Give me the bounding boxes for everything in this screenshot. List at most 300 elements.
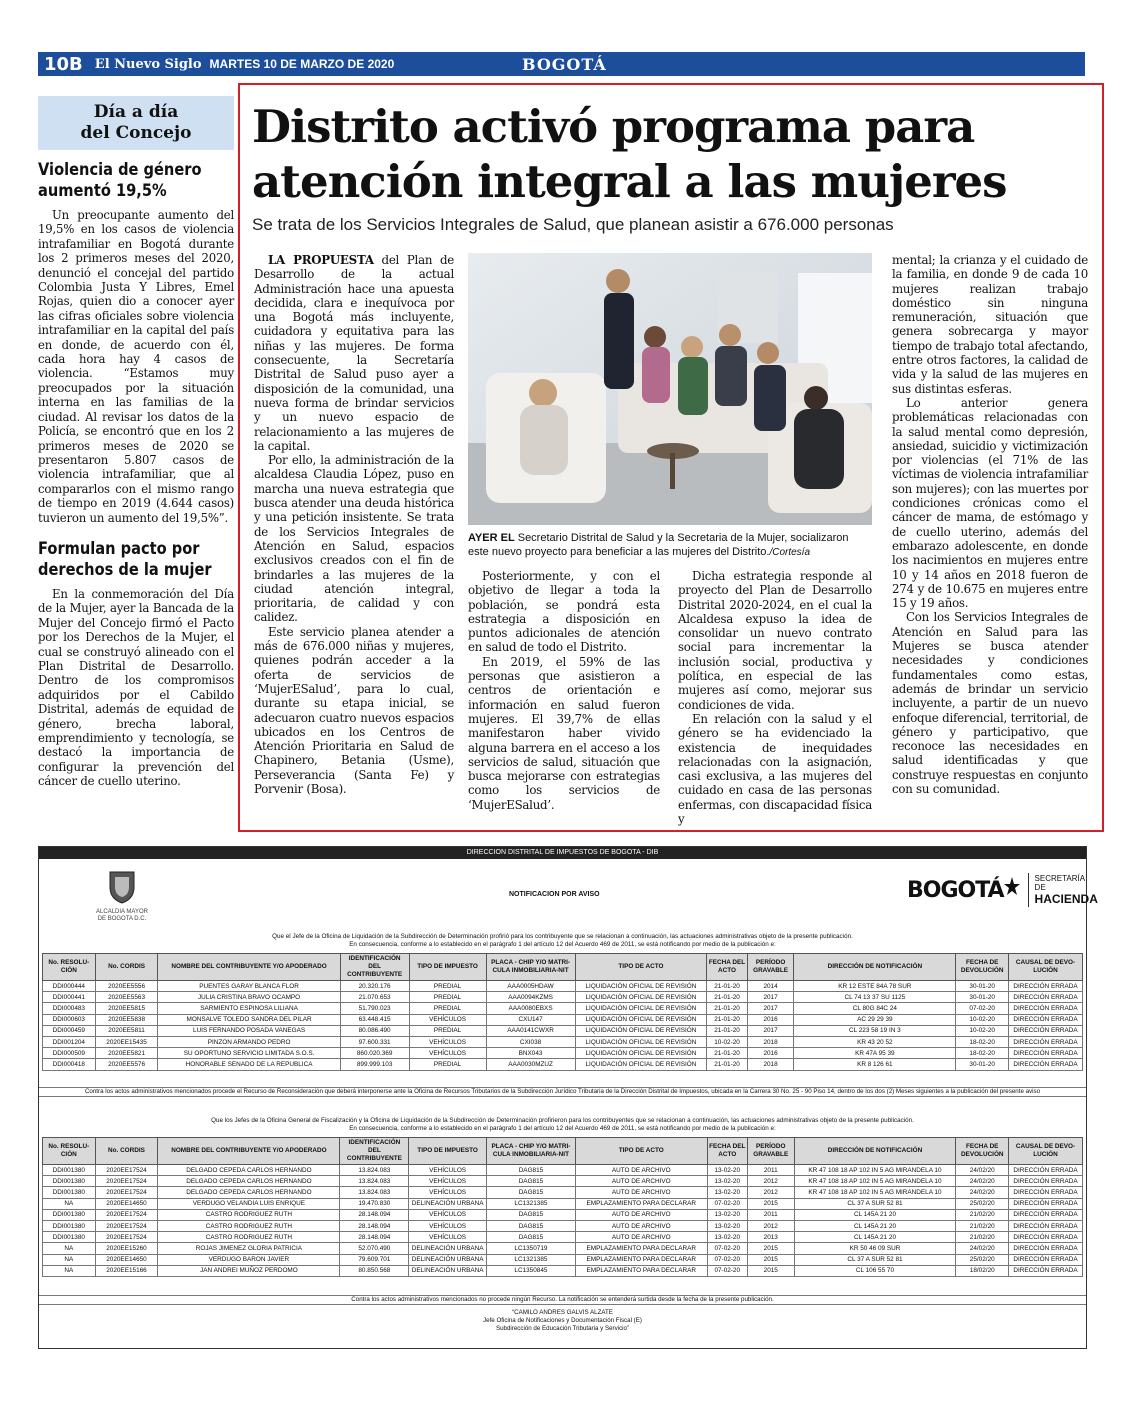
bogota-hacienda-logo [907, 873, 1098, 907]
table-row [43, 1232, 1083, 1243]
crest-text-2: DE BOGOTA D.C. [97, 916, 147, 922]
table-header-cell: NOMBRE DEL CONTRIBUYENTE Y/O APODERADO [158, 954, 340, 981]
table-cell: DAG815 [486, 1209, 575, 1220]
table-cell: LIQUIDACIÓN OFICIAL DE REVISIÓN [575, 1014, 707, 1025]
table-cell: LUIS FERNANDO POSADA VANEGAS [158, 1025, 340, 1036]
table-cell: 2020EE17524 [95, 1187, 158, 1198]
table-cell: AUTO DE ARCHIVO [575, 1232, 707, 1243]
table-cell: DAG815 [486, 1187, 575, 1198]
photo-caption [468, 531, 872, 560]
table-cell: 13-02-20 [707, 1209, 747, 1220]
table-cell: DIRECCIÓN ERRADA [1009, 1187, 1083, 1198]
article-col3-p2: En relación con la salud y el género se ha evidenciado la existencia de inequidades relacionadas con la asignación, casi exclusiva, a las mujeres del cuidado en casa de las personas enfermas, con discapacidad física y [678, 711, 872, 827]
table-cell: CL 106 55 70 [794, 1265, 956, 1276]
table-row [43, 1198, 1083, 1209]
table-cell: CL 37 A SUR 52 81 [794, 1198, 956, 1209]
table-header-cell: FECHA DEL ACTO [707, 954, 748, 981]
article-col3-p1: Dicha estrategia responde al proyecto del Plan de Desarrollo Distrital 2020-2024, en el cual la Alcaldesa expuso la idea de consolidar un nuevo contrato social para incrementar la inclusión social, productiva y política, en especial de las mujeres así como, mejorar sus condiciones de vida. [678, 569, 872, 712]
table-header-cell: TIPO DE IMPUESTO [409, 1138, 487, 1165]
table-cell: SARMIENTO ESPINOSA LILIANA [158, 1003, 340, 1014]
table-cell: DDI000441 [43, 992, 96, 1003]
table-row [43, 1209, 1083, 1220]
table-cell: 10-02-20 [956, 1014, 1009, 1025]
sidebar-box-title-1: Día a día [93, 102, 179, 122]
table-cell: DIRECCIÓN ERRADA [1009, 1254, 1083, 1265]
table-cell: 21-01-20 [707, 1003, 748, 1014]
coat-of-arms-icon [107, 869, 137, 905]
notice-intro-2 [39, 1117, 1086, 1133]
table-cell: DIRECCIÓN ERRADA [1009, 1036, 1083, 1047]
notice-footnote-2: Contra los actos administrativos mencionados no procede ningún Recurso. La notificación se entenderá surtida desde la fecha de la presente publicación. [39, 1295, 1086, 1305]
table-cell: AAA0080EBXS [486, 1003, 575, 1014]
table-cell: 51.790.023 [340, 1003, 409, 1014]
main-article [238, 83, 1104, 832]
table-cell: 2015 [747, 1198, 794, 1209]
table-cell: 21-01-20 [707, 1014, 748, 1025]
table-cell: KR 8 126 61 [794, 1059, 956, 1070]
table-cell: CL 37 A SUR 52 81 [794, 1254, 956, 1265]
table-cell: PREDIAL [409, 1003, 486, 1014]
table-header-cell: No. RESOLU-CIÓN [43, 954, 96, 981]
table-cell: 2015 [747, 1254, 794, 1265]
table-header-cell: FECHA DE DEVOLUCIÓN [956, 1138, 1009, 1165]
table-cell: 2020EE17524 [95, 1176, 158, 1187]
table-cell: LC1350845 [486, 1265, 575, 1276]
table-header-cell: No. CORDIS [95, 1138, 158, 1165]
table-cell: AAA0141CWXR [486, 1025, 575, 1036]
table-cell: VEHÍCULOS [409, 1165, 487, 1176]
table-cell: DIRECCIÓN ERRADA [1009, 1048, 1083, 1059]
table-cell: DIRECCIÓN ERRADA [1009, 1003, 1083, 1014]
table-cell: DELINEACIÓN URBANA [409, 1198, 487, 1209]
table-cell: DDI001380 [43, 1176, 96, 1187]
table-cell: 07-02-20 [707, 1198, 747, 1209]
article-col2-p1: Posteriormente, y con el objetivo de llegar a toda la población, se pondrá esta estrategia a disposición en puntos adicionales de atención en salud de todo el Distrito. [468, 569, 660, 655]
table-cell: 21/02/20 [956, 1209, 1009, 1220]
table-cell: 79.609.701 [340, 1254, 409, 1265]
table-cell: 2020EE15435 [95, 1036, 158, 1047]
table-cell: MONSALVE TOLEDO SANDRA DEL PILAR [158, 1014, 340, 1025]
table-cell: VEHÍCULOS [409, 1048, 486, 1059]
table-cell: 2020EE17524 [95, 1232, 158, 1243]
table-cell: DIRECCIÓN ERRADA [1009, 992, 1083, 1003]
table-cell: 13.824.083 [340, 1187, 409, 1198]
table-cell: VERDUGO VELANDIA LUIS ENRIQUE [158, 1198, 340, 1209]
table-cell: 21/02/20 [956, 1220, 1009, 1231]
table-cell: DDI001204 [43, 1036, 96, 1047]
table-cell: JAN ANDREI MUÑOZ PERDOMO [158, 1265, 340, 1276]
table-cell: LC1350719 [486, 1243, 575, 1254]
table-cell: KR 47 108 18 AP 102 IN 5 AG MIRANDELA 10 [794, 1165, 956, 1176]
table-row [43, 1036, 1083, 1047]
sidebar-story2-title: Formulan pacto por derechos de la mujer [38, 538, 212, 580]
table-cell: AAA0030MZUZ [486, 1059, 575, 1070]
table-cell: 30-01-20 [956, 992, 1009, 1003]
notice-signature [39, 1309, 1086, 1333]
table-cell: AUTO DE ARCHIVO [575, 1209, 707, 1220]
table-cell: 13-02-20 [707, 1165, 747, 1176]
table-row [43, 1014, 1083, 1025]
table-cell: LIQUIDACIÓN OFICIAL DE REVISIÓN [575, 1036, 707, 1047]
table-cell: 10-02-20 [956, 1025, 1009, 1036]
table-cell: 2020EE5838 [95, 1014, 158, 1025]
table-cell: 2020EE14650 [95, 1254, 158, 1265]
table-cell: 2016 [747, 1014, 794, 1025]
signature-office: Subdirección de Educación Tributaria y Servicio” [495, 1325, 630, 1332]
table-cell: ROJAS JIMENEZ GLORIA PATRICIA [158, 1243, 340, 1254]
table-row [43, 1187, 1083, 1198]
logo-divider [1028, 873, 1029, 907]
table-cell: DDI001380 [43, 1209, 96, 1220]
table-cell: BNX043 [486, 1048, 575, 1059]
notice-table-2 [42, 1137, 1083, 1277]
table-cell: DELGADO CEPEDA CARLOS HERNANDO [158, 1176, 340, 1187]
table-cell: CL 145A 21 20 [794, 1209, 956, 1220]
table-cell: DELGADO CEPEDA CARLOS HERNANDO [158, 1187, 340, 1198]
table-cell: DDI001380 [43, 1220, 96, 1231]
table-cell: PREDIAL [409, 1059, 486, 1070]
table-cell: 2012 [747, 1187, 794, 1198]
table-cell: 2020EE17524 [95, 1220, 158, 1231]
table-cell: LIQUIDACIÓN OFICIAL DE REVISIÓN [575, 1025, 707, 1036]
sidebar-box [38, 96, 234, 150]
article-headline: Distrito activó programa para atención integral a las mujeres [252, 100, 1007, 208]
table-cell: DDI000444 [43, 981, 96, 992]
notice-intro-1 [39, 933, 1086, 949]
table-cell: LIQUIDACIÓN OFICIAL DE REVISIÓN [575, 992, 707, 1003]
table-cell: PINZON ARMANDO PEDRO [158, 1036, 340, 1047]
table-cell: LIQUIDACIÓN OFICIAL DE REVISIÓN [575, 981, 707, 992]
table-cell: 80.850.568 [340, 1265, 409, 1276]
article-col1-p1: del Plan de Desarrollo de la actual Administración hace una apuesta decidida, clara e inequívoca por una Bogotá más incluyente, cuidadora y equitativa para las niñas y las mujeres. De forma consecuente, la Secretaría Distrital de Salud puso ayer a disposición de la comunidad, una nueva forma de brindar servicios y un nuevo espacio de relacionamiento a las mujeres de la capital. [254, 253, 455, 453]
crest-text-1: ALCALDIA MAYOR [96, 909, 148, 915]
table-cell: 860.020.369 [340, 1048, 409, 1059]
table-cell: DIRECCIÓN ERRADA [1009, 1059, 1083, 1070]
table-cell: 2017 [747, 1003, 794, 1014]
table-cell: DIRECCIÓN ERRADA [1009, 1025, 1083, 1036]
table-header-cell: No. RESOLU-CIÓN [43, 1138, 96, 1165]
table-cell: DELGADO CEPEDA CARLOS HERNANDO [158, 1165, 340, 1176]
table-row [43, 1003, 1083, 1014]
table-cell: 30-01-20 [956, 1059, 1009, 1070]
table-cell: LIQUIDACIÓN OFICIAL DE REVISIÓN [575, 1048, 707, 1059]
table-row [43, 1243, 1083, 1254]
table-cell: 2011 [747, 1165, 794, 1176]
issue-date: MARTES 10 DE MARZO DE 2020 [209, 57, 395, 71]
table-header-cell: CAUSAL DE DEVO-LUCIÓN [1009, 1138, 1083, 1165]
table-cell: 2020EE15166 [95, 1265, 158, 1276]
table-cell: 2015 [747, 1243, 794, 1254]
table-cell: SU OPORTUNO SERVICIO LIMITADA S.O.S. [158, 1048, 340, 1059]
logo-sec-2: HACIENDA [1034, 892, 1098, 906]
table-cell: NA [43, 1243, 96, 1254]
table-cell: 21.070.653 [340, 992, 409, 1003]
table-cell: 63.448.415 [340, 1014, 409, 1025]
table-header-cell: PLACA - CHIP Y/O MATRI-CULA INMOBILIARIA-NIT [486, 1138, 575, 1165]
table-cell: 2018 [747, 1059, 794, 1070]
table-row [43, 1048, 1083, 1059]
table-cell: 2020EE5576 [95, 1059, 158, 1070]
table-row [43, 1254, 1083, 1265]
notice-banner: DIRECCION DISTRITAL DE IMPUESTOS DE BOGOTA - DIB [39, 847, 1086, 859]
table-header-cell: PLACA - CHIP Y/O MATRI-CULA INMOBILIARIA-NIT [486, 954, 575, 981]
table-cell: VEHÍCULOS [409, 1187, 487, 1198]
table-cell: 2020EE14650 [95, 1198, 158, 1209]
table-cell: 13-02-20 [707, 1232, 747, 1243]
table-cell: 21-01-20 [707, 1025, 748, 1036]
meeting-room-photo [468, 253, 872, 525]
table-row [43, 1165, 1083, 1176]
table-cell: 2020EE5556 [95, 981, 158, 992]
table-cell: 2014 [747, 981, 794, 992]
table-cell: DDI000459 [43, 1025, 96, 1036]
article-col4-p3: Con los Servicios Integrales de Atención en Salud para las Mujeres se busca atender necesidades y condiciones fundamentales como estas, además de brindar un servicio incluyente, a partir de un nuevo enfoque diferencial, territorial, de género y participativo, que reconoce las necesidades en salud identificadas y que construye respuestas en conjunto con su comunidad. [892, 610, 1088, 796]
table-cell: 24/02/20 [956, 1243, 1009, 1254]
table-cell: 13.824.083 [340, 1176, 409, 1187]
table-cell: JULIA CRISTINA BRAVO OCAMPO [158, 992, 340, 1003]
article-col4-p1: mental; la crianza y el cuidado de la familia, en donde 9 de cada 10 mujeres realizan trabajo doméstico sin ninguna remuneración, situación que genera sobrecarga y mayor tiempo de trabajo total afectando, entre otros factores, la calidad de vida y la salud de las mujeres en sus distintas esferas. [892, 253, 1088, 396]
table-cell: 21-01-20 [707, 1059, 748, 1070]
table-cell: DDI001380 [43, 1187, 96, 1198]
logo-word: BOGOTÁ [907, 877, 1004, 903]
table-cell: CL 80G 84C 24 [794, 1003, 956, 1014]
table-cell: PREDIAL [409, 992, 486, 1003]
table-cell: 2020EE15260 [95, 1243, 158, 1254]
table-cell: 21-01-20 [707, 992, 748, 1003]
table-cell: AAA0005HDAW [486, 981, 575, 992]
table-header-cell: FECHA DEL ACTO [707, 1138, 747, 1165]
table-header-cell: CAUSAL DE DEVO-LUCIÓN [1009, 954, 1083, 981]
table-cell: 21/02/20 [956, 1232, 1009, 1243]
table-cell: 10-02-20 [707, 1036, 748, 1047]
table-cell: DIRECCIÓN ERRADA [1009, 1014, 1083, 1025]
notice-title: NOTIFICACION POR AVISO [509, 891, 600, 898]
table-cell: KR 43 20 52 [794, 1036, 956, 1047]
table-cell: 2020EE17524 [95, 1165, 158, 1176]
table-cell: LC1321385 [486, 1254, 575, 1265]
table-cell: 52.070.490 [340, 1243, 409, 1254]
sidebar-story1-title: Violencia de género aumentó 19,5% [38, 160, 202, 201]
table-cell: LIQUIDACIÓN OFICIAL DE REVISIÓN [575, 1003, 707, 1014]
table-header-cell: IDENTIFICACIÓN DEL CONTRIBUYENTE [340, 954, 409, 981]
table-cell: CASTRO RODRIGUEZ RUTH [158, 1209, 340, 1220]
table-cell: 2016 [747, 1048, 794, 1059]
table-cell: 2017 [747, 1025, 794, 1036]
table-cell: 07-02-20 [707, 1243, 747, 1254]
table-cell: DAG815 [486, 1176, 575, 1187]
table-cell: 07-02-20 [707, 1265, 747, 1276]
table-cell: DIRECCIÓN ERRADA [1009, 1209, 1083, 1220]
paper-name: El Nuevo Siglo [94, 56, 202, 72]
caption-text: Secretario Distrital de Salud y la Secretaria de la Mujer, socializaron este nuevo proyecto para beneficiar a las mujeres del Distrito. [468, 532, 849, 558]
table-cell: AUTO DE ARCHIVO [575, 1220, 707, 1231]
article-col1-p2: Por ello, la administración de la alcaldesa Claudia López, puso en marcha una nueva estrategia que busca atender una deuda histórica y una petición insistente. Se trata de los Servicios Integrales de Atención en Salud, espacios exclusivos creados con el fin de brindarles a las mujeres de la ciudad atención integral, prioritaria, de calidad y con calidez. [254, 453, 454, 625]
table-cell: VEHÍCULOS [409, 1232, 487, 1243]
signature-role: Jefe Oficina de Notificaciones y Documentación Fiscal (E) [483, 1317, 642, 1324]
caption-credit: /Cortesía [769, 547, 811, 558]
table-header-cell: FECHA DE DEVOLUCIÓN [956, 954, 1009, 981]
page-header-bar [38, 52, 1085, 76]
table-cell: 28.148.094 [340, 1220, 409, 1231]
notice-intro-1a: Que el Jefe de la Oficina de Liquidación de la Subdirección de Determinación profirió para los contribuyente que se relacionan a continuación, las actuaciones administrativas objeto de la presente publicación. [272, 933, 853, 940]
table-cell: CL 74 13 37 SU 1125 [794, 992, 956, 1003]
section-name: BOGOTÁ [522, 54, 607, 74]
sidebar-story1-text: Un preocupante aumento del 19,5% en los casos de violencia intrafamiliar en Bogotá durante los 2 primeros meses del 2020, denunció el concejal del partido Colombia Justa Y Libres, Emel Rojas, quien dio a conocer ayer las cifras oficiales sobre violencia intrafamiliar en la capital del país en donde, de acuerdo con él, cada hora hay 4 casos de violencia. “Estamos muy preocupados por la situación interna en las familias de la ciudad. Al revisar los datos de la Policía, se encontró que en los 2 primeros meses de 2020 se presentaron 5.807 casos de violencia intrafamiliar, que al compararlos con el mismo rango de tiempo en 2019 (4.644 casos) tuvieron un aumento del 19,5%”. [38, 208, 234, 525]
table-cell: 2020EE5815 [95, 1003, 158, 1014]
table-cell: DDI001380 [43, 1232, 96, 1243]
table-cell: 13-02-20 [707, 1187, 747, 1198]
table-cell: DAG815 [486, 1232, 575, 1243]
table-row [43, 1220, 1083, 1231]
page-number: 10B [44, 53, 83, 75]
table-cell: 19.470.830 [340, 1198, 409, 1209]
table-cell: 2012 [747, 1220, 794, 1231]
article-col1-p3: Este servicio planea atender a más de 676.000 niñas y mujeres, quienes podrán acceder a la oferta de servicios de ‘MujerESalud’, para lo cual, durante su etapa inicial, se adecuaron cuatro nuevos espacios ubicados en los Centros de Atención Prioritaria en Salud de Chapinero, Betania (Usme), Perseverancia (Santa Fe) y Porvenir (Bosa). [254, 624, 454, 796]
table-header-cell: PERÍODO GRAVABLE [747, 954, 794, 981]
table-cell: 899.999.103 [340, 1059, 409, 1070]
table-cell: 18-02-20 [956, 1036, 1009, 1047]
table-cell: CL 223 58 19 IN 3 [794, 1025, 956, 1036]
table-cell: CXI038 [486, 1036, 575, 1047]
table-header-cell: TIPO DE ACTO [575, 954, 707, 981]
table-cell: 25/02/20 [956, 1198, 1009, 1209]
table-cell: 20.320.176 [340, 981, 409, 992]
table-cell: 21-01-20 [707, 1048, 748, 1059]
table-cell: DDI000603 [43, 1014, 96, 1025]
table-cell: VEHÍCULOS [409, 1220, 487, 1231]
table-header-cell: DIRECCIÓN DE NOTIFICACIÓN [794, 1138, 956, 1165]
table-row [43, 1059, 1083, 1070]
sidebar-story2-text: En la conmemoración del Día de la Mujer, ayer la Bancada de la Mujer del Concejo firmó el Pacto por los Derechos de la Mujer, el cual se construyó alineado con el Plan Distrital de Desarrollo. Dentro de los compromisos adquiridos por el Cabildo Distrital, además de equidad de género, brecha laboral, emprendimiento y tecnología, se destacó la importancia de configurar la prevención del cáncer de cuello uterino. [38, 586, 234, 789]
table-cell: 2013 [747, 1232, 794, 1243]
article-column-3 [678, 569, 872, 826]
table-cell: KR 12 ESTE 84A 78 SUR [794, 981, 956, 992]
table-cell: EMPLAZAMIENTO PARA DECLARAR [575, 1265, 707, 1276]
table-header-cell: TIPO DE ACTO [575, 1138, 707, 1165]
table-cell: AC 29 29 39 [794, 1014, 956, 1025]
table-cell: PREDIAL [409, 981, 486, 992]
caption-lead: AYER EL [468, 532, 515, 544]
table-cell: EMPLAZAMIENTO PARA DECLARAR [575, 1243, 707, 1254]
table-cell: 2017 [747, 992, 794, 1003]
table-cell: CL 145A 21 20 [794, 1232, 956, 1243]
article-col4-p2: Lo anterior genera problemáticas relacionadas con la salud mental como depresión, ansiedad, suicidio y victimización por violencias (el 71% de las víctimas de violencia intrafamiliar son mujeres); con las muertes por condiciones crónicas como el cáncer de mama, de estómago y de cuello uterino, además del embarazo adolescente, en donde los nacimientos en mujeres entre 10 y 14 años en 2018 fueron de 274 y de 10.675 en mujeres entre 15 y 19 años. [892, 395, 1088, 611]
table-header-cell: PERÍODO GRAVABLE [747, 1138, 794, 1165]
article-column-2 [468, 569, 660, 812]
table-cell: DAG815 [486, 1165, 575, 1176]
table-cell: DIRECCIÓN ERRADA [1009, 1198, 1083, 1209]
table-cell: DIRECCIÓN ERRADA [1009, 1265, 1083, 1276]
notice-intro-1b: En consecuencia, conforme a lo establecido en el parágrafo 1 del artículo 12 del Acuerdo 469 de 2011, se está notificando por medio de la publicación e: [349, 941, 776, 948]
table-header-cell: DIRECCIÓN DE NOTIFICACIÓN [794, 954, 956, 981]
table-cell: KR 50 46 09 SUR [794, 1243, 956, 1254]
notice-intro-2a: Que los Jefes de la Oficina General de Fiscalización y la Oficina de Liquidación de la Subdirección de Determinación profirieron para los contribuyentes que se relacionan a continuación, las actuaciones administrativas objeto de la presente publicación. [211, 1117, 914, 1124]
table-cell: 24/02/20 [956, 1187, 1009, 1198]
table-row [43, 1265, 1083, 1276]
table-cell: DDI000483 [43, 1003, 96, 1014]
table-cell: DAG815 [486, 1220, 575, 1231]
notice-table-1 [42, 953, 1083, 1071]
notice-footnote-1: Contra los actos administrativos mencionados procede el Recurso de Reconsideración que deberá interponerse ante la Oficina de Recursos Tributarios de la Subdirección Jurídico Tributaria de la Dirección Distrital de Impuestos, ubicada en la Carrera 30 No. 25 - 90 Piso 14, dentro de los dos (2) Meses siguientes a la publicación del presente aviso [39, 1087, 1086, 1097]
table-cell: VEHÍCULOS [409, 1014, 486, 1025]
table-cell: DELINEACIÓN URBANA [409, 1243, 487, 1254]
table-cell: 30-01-20 [956, 981, 1009, 992]
table-cell: 28.148.094 [340, 1232, 409, 1243]
table-cell: DDI001380 [43, 1165, 96, 1176]
table-cell: CASTRO RODRIGUEZ RUTH [158, 1232, 340, 1243]
article-subhead: Se trata de los Servicios Integrales de Salud, que planean asistir a 676.000 personas [252, 215, 894, 234]
table-cell: 2012 [747, 1176, 794, 1187]
article-col2-p2: En 2019, el 59% de las personas que asistieron a centros de orientación e información en salud fueron mujeres. El 39,7% de ellas manifestaron haber vivido alguna barrera en el acceso a los servicios de salud, situación que busca mejorarse con estrategias como los servicios de ‘MujerESalud’. [468, 654, 660, 812]
table-cell: 18/02/20 [956, 1265, 1009, 1276]
notice-intro-2b: En consecuencia, conforme a lo establecido en el parágrafo 1 del artículo 12 del Acuerdo 469 de 2011, se está notificando por medio de la publicación e: [349, 1125, 776, 1132]
table-cell: PUENTES GARAY BLANCA FLOR [158, 981, 340, 992]
table-cell: 28.148.094 [340, 1209, 409, 1220]
table-cell: CXU147 [486, 1014, 575, 1025]
table-cell: AUTO DE ARCHIVO [575, 1165, 707, 1176]
article-column-4 [892, 253, 1088, 796]
table-header-cell: IDENTIFICACIÓN DEL CONTRIBUYENTE [340, 1138, 409, 1165]
logo-secretaria [1035, 874, 1098, 906]
table-cell: EMPLAZAMIENTO PARA DECLARAR [575, 1198, 707, 1209]
table-cell: 07-02-20 [956, 1003, 1009, 1014]
table-cell: DIRECCIÓN ERRADA [1009, 1232, 1083, 1243]
table-cell: DIRECCIÓN ERRADA [1009, 1165, 1083, 1176]
table-cell: 24/02/20 [956, 1165, 1009, 1176]
table-cell: DIRECCIÓN ERRADA [1009, 1243, 1083, 1254]
table-cell: 07-02-20 [707, 1254, 747, 1265]
table-header-cell: NOMBRE DEL CONTRIBUYENTE Y/O APODERADO [158, 1138, 340, 1165]
table-cell: DDI000509 [43, 1048, 96, 1059]
article-photo [468, 253, 872, 525]
table-row [43, 1025, 1083, 1036]
table-cell: 2020EE17524 [95, 1209, 158, 1220]
logo-sec-1: SECRETARÍA DE [1034, 874, 1085, 892]
table-cell: VEHÍCULOS [409, 1176, 487, 1187]
table-cell: EMPLAZAMIENTO PARA DECLARAR [575, 1254, 707, 1265]
table-cell: CASTRO RODRIGUEZ RUTH [158, 1220, 340, 1231]
table-cell: 24/02/20 [956, 1176, 1009, 1187]
table-cell: 25/02/20 [956, 1254, 1009, 1265]
table-cell: DIRECCIÓN ERRADA [1009, 981, 1083, 992]
table-cell: LC1321385 [486, 1198, 575, 1209]
table-cell: 2020EE5811 [95, 1025, 158, 1036]
tax-notice [38, 846, 1098, 1349]
table-cell: LIQUIDACIÓN OFICIAL DE REVISIÓN [575, 1059, 707, 1070]
article-lead-keyword: LA PROPUESTA [268, 253, 374, 267]
signature-name: “CAMILO ANDRES GALVIS ALZATE [512, 1309, 613, 1316]
table-cell: 13.824.083 [340, 1165, 409, 1176]
table-cell: DIRECCIÓN ERRADA [1009, 1176, 1083, 1187]
table-cell: 2011 [747, 1209, 794, 1220]
table-cell: VEHÍCULOS [409, 1209, 487, 1220]
table-cell: KR 47 108 18 AP 102 IN 5 AG MIRANDELA 10 [794, 1187, 956, 1198]
sidebar-box-title-2: del Concejo [80, 123, 192, 143]
table-row [43, 992, 1083, 1003]
table-cell: 2015 [747, 1265, 794, 1276]
table-cell: DELINEACIÓN URBANA [409, 1265, 487, 1276]
table-cell: NA [43, 1198, 96, 1209]
table-header-cell: TIPO DE IMPUESTO [409, 954, 486, 981]
table-cell: 13-02-20 [707, 1176, 747, 1187]
table-cell: AUTO DE ARCHIVO [575, 1176, 707, 1187]
table-row [43, 1176, 1083, 1187]
table-cell: 97.600.331 [340, 1036, 409, 1047]
table-cell: DELINEACIÓN URBANA [409, 1254, 487, 1265]
table-cell: DIRECCIÓN ERRADA [1009, 1220, 1083, 1231]
table-cell: KR 47A 95 39 [794, 1048, 956, 1059]
table-cell: 2018 [747, 1036, 794, 1047]
